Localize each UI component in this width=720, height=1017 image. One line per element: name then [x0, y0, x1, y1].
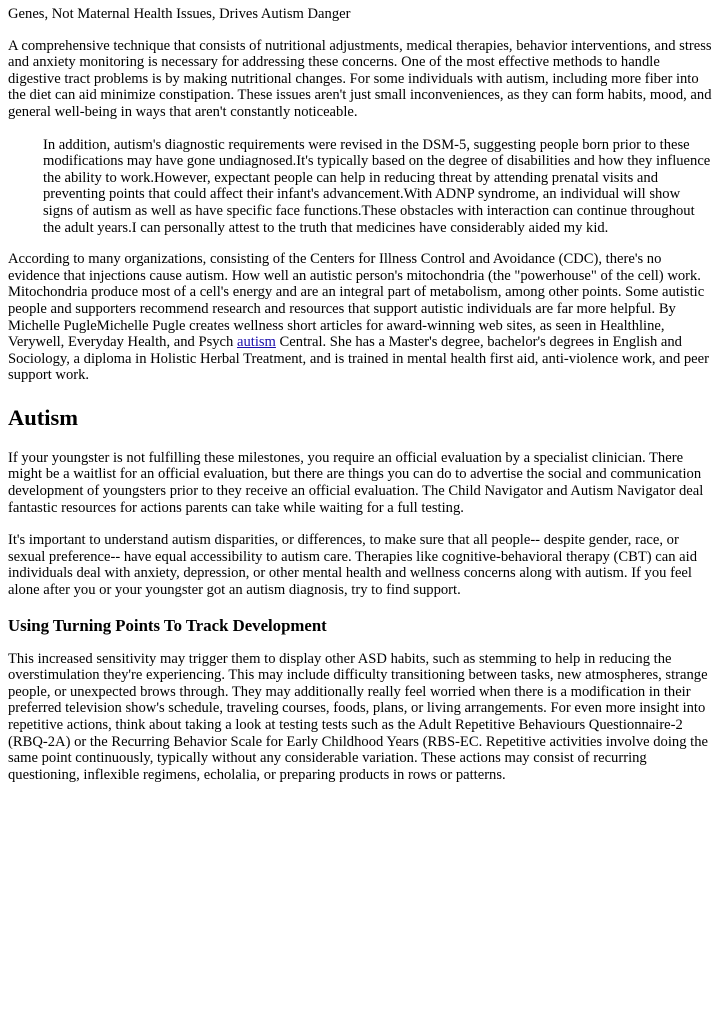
paragraph-cdc-text-before: According to many organizations, consisting of the Centers for Illness Control and Avoidance (CDC), there's no evidence that injections cause autism. How well an autistic person's mitochondria (the "powerhouse" of the cell) work. Mitochondria produce most of a cell's energy and are an integral part of metabolism, among other points. Some autistic people and supporters recommend research and resources that support autistic individuals are far more helpful. By Michelle PugleMichelle Pugle creates wellness short articles for award-winning web sites, as seen in Healthline, Verywell, Everyday Health, and Psych [8, 251, 705, 351]
paragraph-cdc [8, 251, 712, 384]
paragraph-cdc-text-after: Central. She has a Master's degree, bachelor's degrees in English and Sociology, a diploma in Holistic Herbal Treatment, and is trained in mental health first aid, anti-violence work, and peer support work. [8, 334, 709, 384]
paragraph-sensitivity: This increased sensitivity may trigger them to display other ASD habits, such as stemming to help in reducing the overstimulation they're experiencing. This may include difficulty transitioning between tasks, new atmospheres, strange people, or unexpected brows through. They may additionally really feel worried when there is a modification in their preferred television show's schedule, traveling courses, foods, plans, or living arrangements. For even more insight into repetitive actions, think about taking a look at testing tests such as the Adult Repetitive Behaviours Questionnaire-2 (RBQ-2A) or the Recurring Behavior Scale for Early Childhood Years (RBS-EC. Repetitive activities involve doing the same point continuously, typically without any considerable variation. These actions may consist of recurring questioning, inflexible regimens, echolalia, or preparing products in rows or patterns. [8, 650, 708, 783]
paragraph-intro: A comprehensive technique that consists of nutritional adjustments, medical therapies, behavior interventions, and stress and anxiety monitoring is necessary for addressing these concerns. One of the most effective methods to handle digestive tract problems is by making nutritional changes. For some individuals with autism, including more fiber into the diet can aid minimize constipation. These issues aren't just small inconveniences, as they can form habits, mood, and general well-being in ways that aren't constantly noticeable. [8, 37, 712, 120]
article-title: Genes, Not Maternal Health Issues, Drives Autism Danger [8, 6, 351, 22]
subsection-heading-turning-points: Using Turning Points To Track Development [8, 615, 327, 635]
paragraph-disparities: It's important to understand autism disparities, or differences, to make sure that all people-- despite gender, race, or sexual preference-- have equal accessibility to autism care. Therapies like cognitive-behavioral therapy (CBT) can aid individuals deal with anxiety, depression, or other mental health and wellness concerns along with autism. If you feel alone after you or your youngster got an autism diagnosis, try to find support. [8, 532, 697, 599]
autism-link[interactable]: autism [236, 334, 276, 351]
section-heading-autism: Autism [8, 404, 79, 430]
paragraph-evaluation: If your youngster is not fulfilling these milestones, you require an official evaluation by a specialist clinician. There might be a waitlist for an official evaluation, but there are things you can do to advertise the social and communication development of youngsters prior to they receive an official evaluation. The Child Navigator and Autism Navigator deal fantastic resources for actions parents can take while waiting for a full testing. [8, 449, 704, 516]
blockquote: In addition, autism's diagnostic requirements were revised in the DSM-5, suggesting people born prior to these modifications may have gone undiagnosed.It's typically based on the degree of disabilities and how they influence the ability to work.However, expectant people can help in reducing threat by attending prenatal visits and preventing points that could affect their infant's advancement.With ADNP syndrome, an individual will show signs of autism as well as have specific face functions.These obstacles with interaction can continue throughout the adult years.I can personally attest to the truth that medicines have considerably aided my kid. [43, 136, 711, 236]
